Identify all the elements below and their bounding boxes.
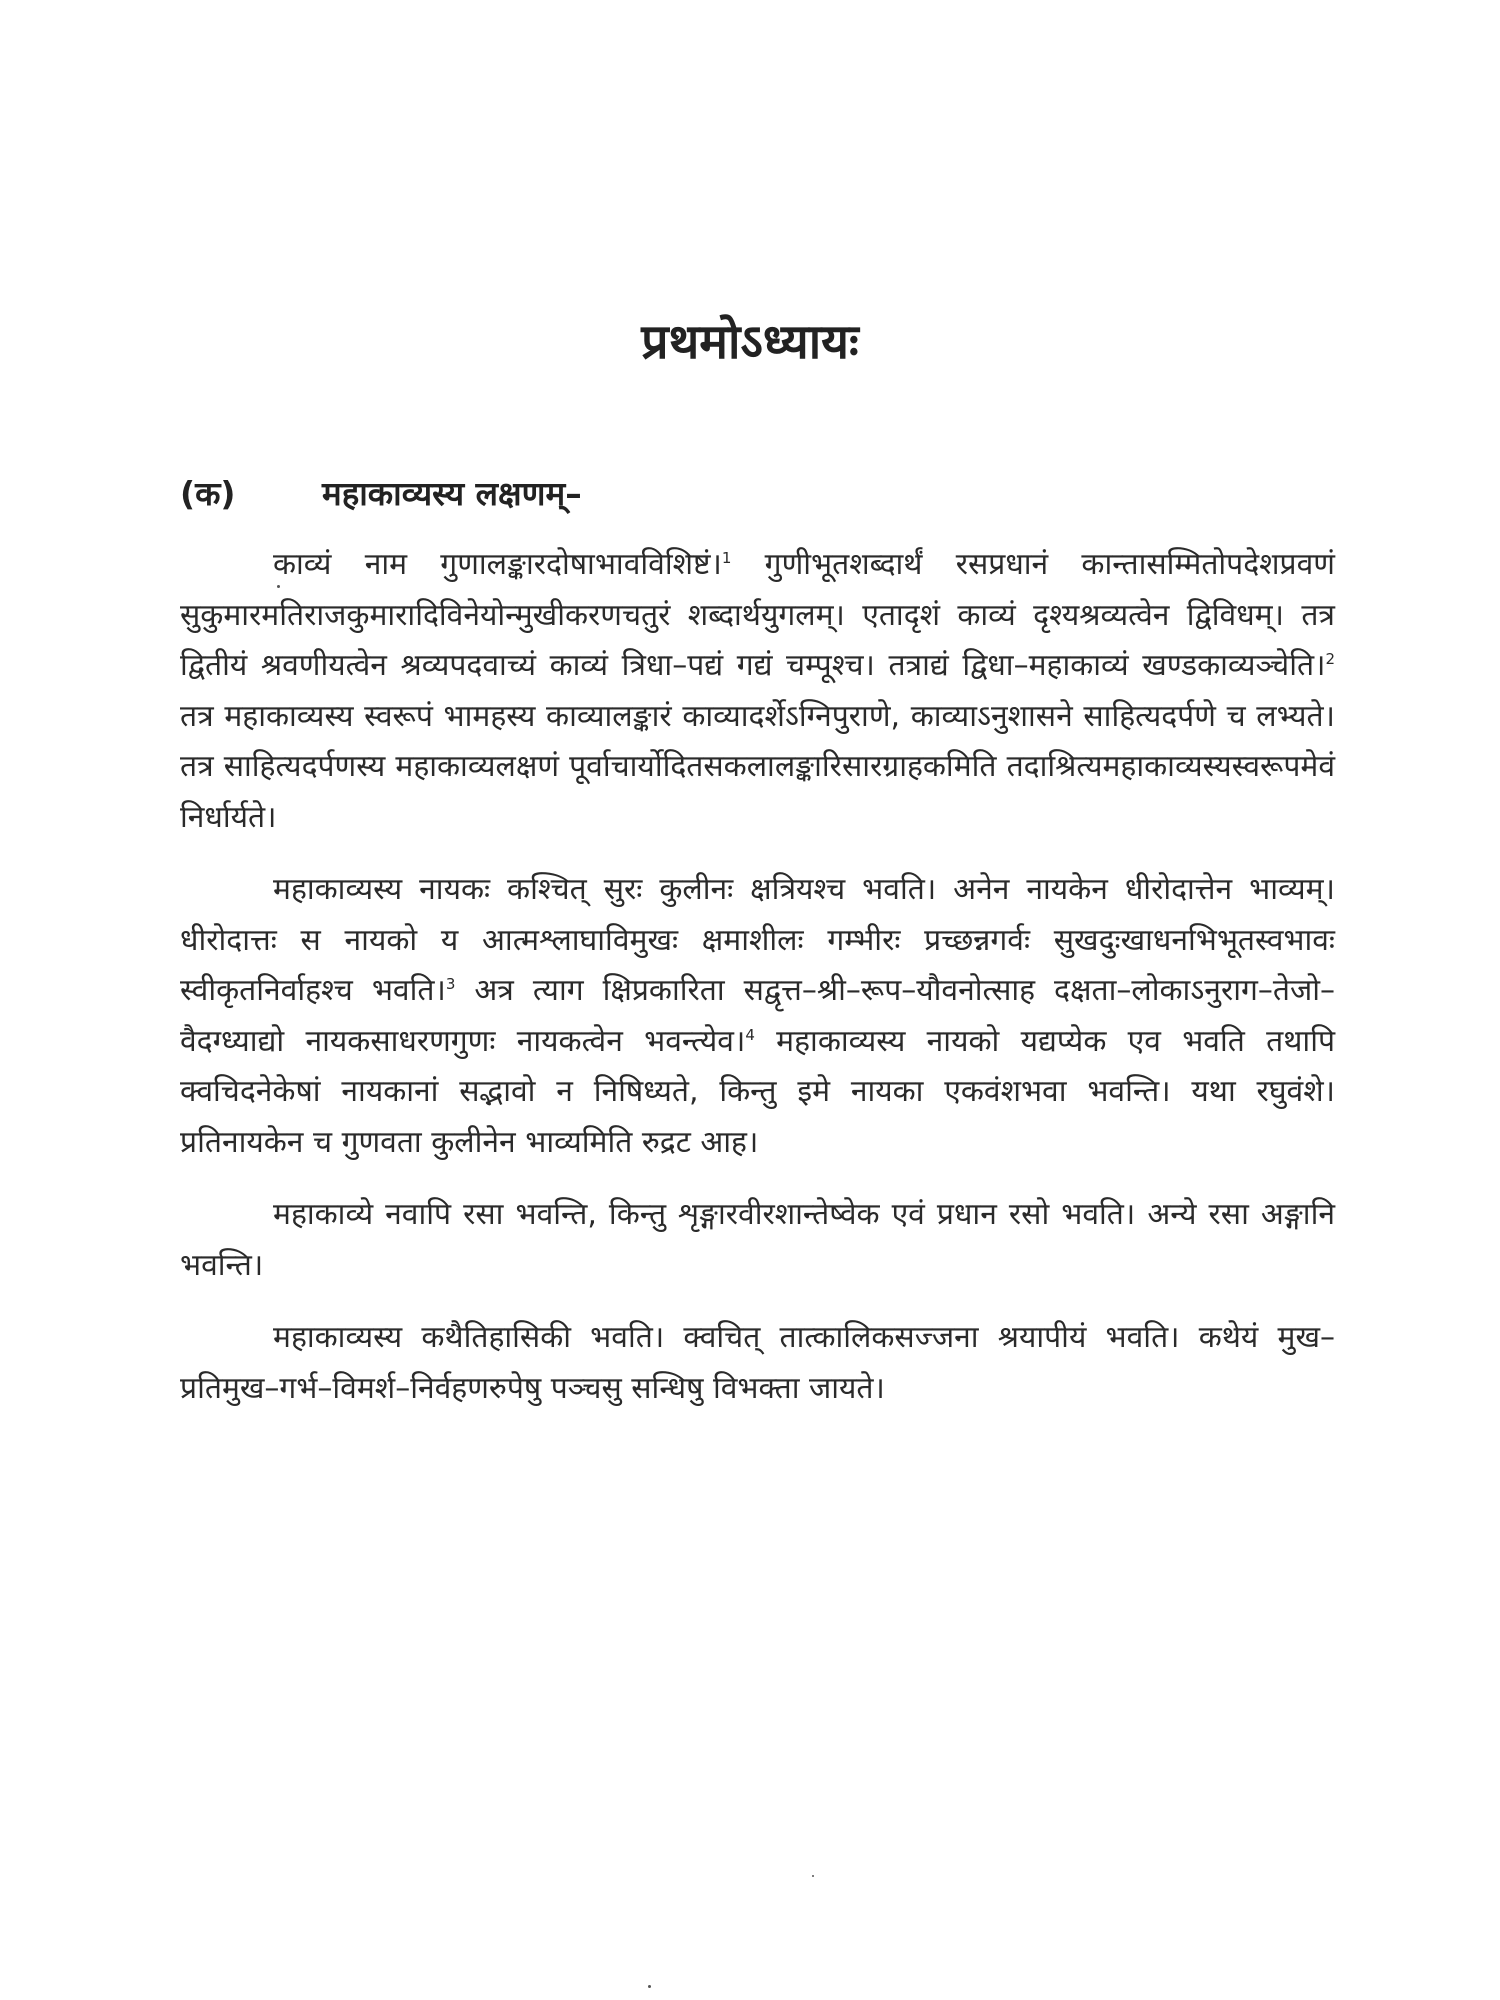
paragraph-text: तत्र महाकाव्यस्य स्वरूपं भामहस्य काव्यालङ्कारं काव्यादर्शेऽग्निपुराणे, काव्याऽनुशासने साहित्यदर्पणे च लभ्यते। तत्र साहित्यदर्पणस्य महाकाव्यलक्षणं पूर्वाचार्योदितसकलालङ्कारिसारग्राहकमिति तदाश्रित्यमहाकाव्यस्यस्वरूपमेवं निर्धार्यते। xyxy=(180,698,1335,835)
paragraph xyxy=(180,1313,1335,1414)
scan-speck xyxy=(648,1985,651,1988)
scan-speck xyxy=(812,1875,814,1877)
paragraph-text: महाकाव्यस्य कथैतिहासिकी भवति। क्वचित् तात्कालिकसज्जना श्रयापीयं भवति। कथेयं मुख–प्रतिमुख–गर्भ–विमर्श–निर्वहणरुपेषु पञ्चसु सन्धिषु विभक्ता जायते। xyxy=(180,1320,1335,1406)
footnote-marker: 3 xyxy=(445,975,456,993)
section-marker: (क) xyxy=(180,474,236,513)
chapter-title: प्रथमोऽध्यायः xyxy=(641,314,859,370)
paragraph-text: महाकाव्ये नवापि रसा भवन्ति, किन्तु शृङ्गारवीरशान्तेष्वेक एवं प्रधान रसो भवति। अन्ये रसा अङ्गानि भवन्ति। xyxy=(180,1197,1335,1283)
paragraph-text: गुणीभूतशब्दार्थं रसप्रधानं कान्तासम्मितोपदेशप्रवणं सुकुमारमतिराजकुमारादिविनेयोन्मुखीकरणचतुरं शब्दार्थयुगलम्। एतादृशं काव्यं दृश्यश्रव्यत्वेन द्विविधम्। तत्र द्वितीयं श्रवणीयत्वेन श्रव्यपदवाच्यं काव्यं त्रिधा–पद्यं गद्यं चम्पूश्च। तत्राद्यं द्विधा–महाकाव्यं खण्डकाव्यञ्चेति। xyxy=(180,547,1335,683)
footnote-marker: 1 xyxy=(721,549,732,567)
paragraph-text: काव्यं नाम गुणालङ्कारदोषाभावविशिष्टं। xyxy=(273,547,722,582)
paragraph-text: महाकाव्यस्य नायको यद्यप्येक एव भवति तथापि क्वचिदनेकेषां नायकानां सद्भावो न निषिध्यते, किन्तु इमे नायका एकवंशभवा भवन्ति। यथा रघुवंशे। प्रतिनायकेन च गुणवता कुलीनेन भाव्यमिति रुद्रट आह। xyxy=(180,1023,1335,1160)
paragraph xyxy=(180,540,1335,843)
section-title: महाकाव्यस्य लक्षणम्– xyxy=(322,474,582,513)
paragraph xyxy=(180,1190,1335,1291)
paragraph xyxy=(180,865,1335,1168)
scan-speck xyxy=(277,585,280,588)
body-text xyxy=(180,540,1335,1436)
footnote-marker: 2 xyxy=(1325,650,1335,668)
paragraph-text: अत्र त्याग क्षिप्रकारिता सद्वृत्त–श्री–रूप–यौवनोत्साह दक्षता–लोकाऽनुराग–तेजो–वैदग्ध्याद्यो नायकसाधरणगुणः नायकत्वेन भवन्त्येव। xyxy=(180,973,1336,1059)
section-heading xyxy=(180,470,1360,518)
paragraph-text: महाकाव्यस्य नायकः कश्चित् सुरः कुलीनः क्षत्रियश्च भवति। अनेन नायकेन धीरोदात्तेन भाव्यम्। धीरोदात्तः स नायको य आत्मश्लाघाविमुखः क्षमाशीलः गम्भीरः प्रच्छन्नगर्वः सुखदुःखाधनभिभूतस्वभावः स्वीकृतनिर्वाहश्च भवति। xyxy=(180,872,1335,1008)
footnote-marker: 4 xyxy=(745,1025,755,1044)
